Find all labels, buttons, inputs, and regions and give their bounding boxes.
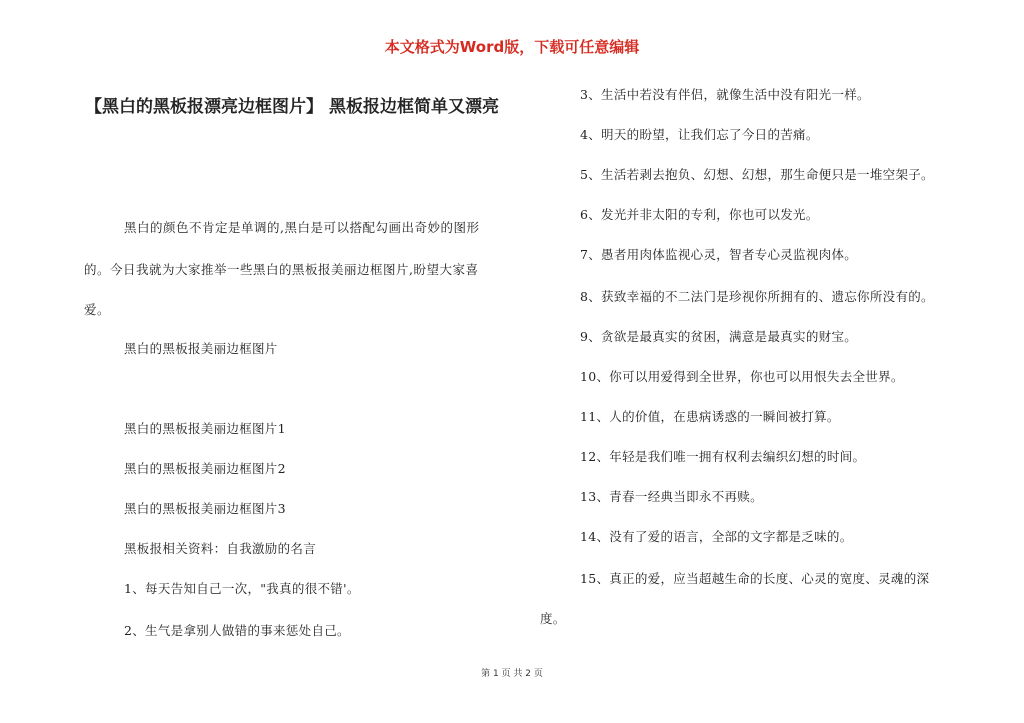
quote-item: 13、青春一经典当即永不再赎。 — [580, 489, 763, 504]
quote-item: 7、愚者用肉体监视心灵，智者专心灵监视肉体。 — [580, 247, 858, 262]
quote-item: 8、获致幸福的不二法门是珍视你所拥有的、遗忘你所没有的。 — [580, 289, 934, 304]
download-banner: 本文格式为Word版，下载可任意编辑 — [384, 38, 640, 56]
quote-item: 11、人的价值，在患病诱惑的一瞬间被打算。 — [580, 409, 840, 424]
quote-item: 4、明天的盼望，让我们忘了今日的苦痛。 — [580, 127, 819, 142]
quote-item: 2、生气是拿别人做错的事来惩处自己。 — [124, 623, 350, 638]
section-heading: 黑白的黑板报美丽边框图片 — [124, 341, 278, 356]
quote-item: 14、没有了爱的语言，全部的文字都是乏味的。 — [580, 529, 853, 544]
quote-item: 9、贪欲是最真实的贫困，满意是最真实的财宝。 — [580, 329, 858, 344]
image-label: 黑白的黑板报美丽边框图片3 — [124, 501, 286, 516]
quote-item: 6、发光并非太阳的专利，你也可以发光。 — [580, 207, 819, 222]
page-footer: 第 1 页 共 2 页 — [481, 669, 543, 679]
quote-item: 5、生活若剥去抱负、幻想、幻想，那生命便只是一堆空架子。 — [580, 167, 934, 182]
image-label: 黑白的黑板报美丽边框图片2 — [124, 461, 286, 476]
image-label: 黑白的黑板报美丽边框图片1 — [124, 421, 286, 436]
quote-item: 10、你可以用爱得到全世界，你也可以用恨失去全世界。 — [580, 369, 904, 384]
quote-item: 12、年轻是我们唯一拥有权利去编织幻想的时间。 — [580, 449, 866, 464]
related-heading: 黑板报相关资料：自我激励的名言 — [124, 541, 317, 556]
intro-line: 黑白的颜色不肯定是单调的,黑白是可以搭配勾画出奇妙的图形 — [124, 220, 480, 235]
quote-item: 15、真正的爱，应当超越生命的长度、心灵的宽度、灵魂的深 — [580, 571, 930, 586]
quote-item: 1、每天告知自己一次，"我真的很不错'。 — [124, 581, 360, 596]
quote-continuation: 度。 — [540, 611, 566, 626]
intro-line: 爱。 — [84, 302, 111, 317]
document-title: 【黑白的黑板报漂亮边框图片】 黑板报边框简单又漂亮 — [85, 97, 499, 117]
intro-line: 的。今日我就为大家推举一些黑白的黑板报美丽边框图片,盼望大家喜 — [84, 262, 479, 277]
quote-item: 3、生活中若没有伴侣，就像生活中没有阳光一样。 — [580, 87, 870, 102]
